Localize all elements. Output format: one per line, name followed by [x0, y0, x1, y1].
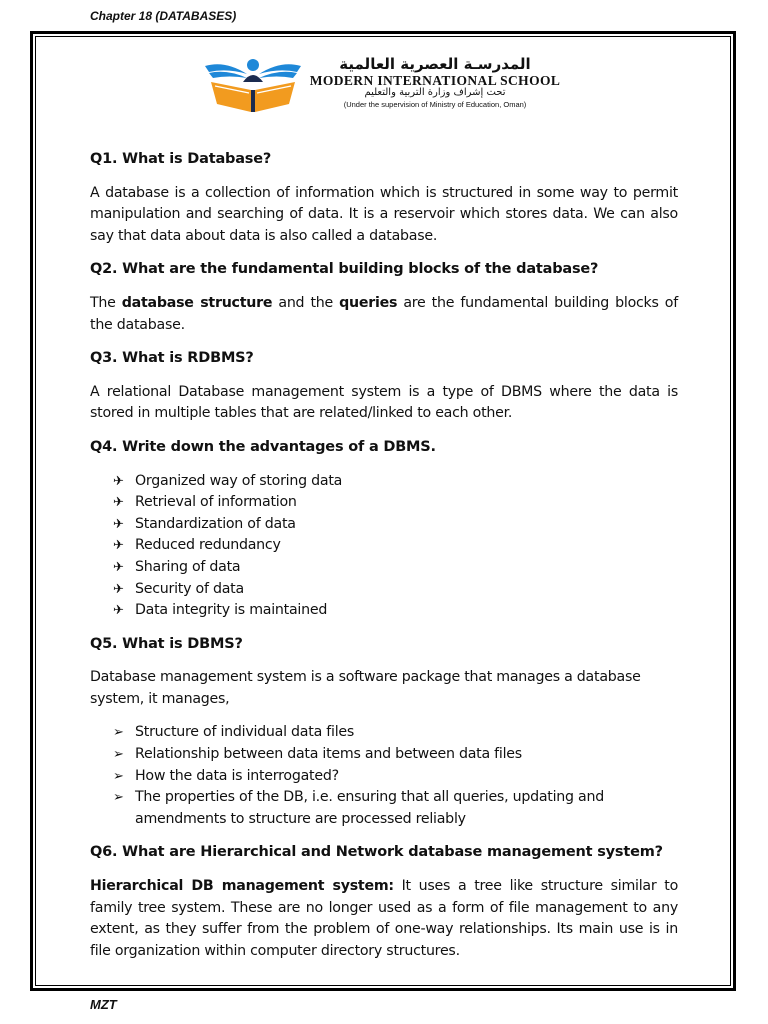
dbms-manages-list — [90, 722, 678, 830]
list-item-text: The properties of the DB, i.e. ensuring that all queries, updating and amendments to structure are processed reliably — [135, 789, 604, 827]
list-item — [90, 535, 678, 557]
list-item — [90, 744, 678, 766]
arrowhead-bullet-icon: ➢ — [113, 790, 124, 806]
list-item-text: Organized way of storing data — [135, 472, 343, 489]
answer-paragraph: A database is a collection of information which is structured in some way to permit manipulation and searching of data. It is a reservoir which stores data. We can also say that data about data is also called a database. — [90, 184, 678, 244]
answer-text: are the fundamental building blocks of the database. — [90, 294, 678, 333]
list-item — [90, 722, 678, 744]
list-item — [90, 579, 678, 601]
list-item — [90, 492, 678, 514]
list-item — [90, 557, 678, 579]
list-item-text: Sharing of data — [135, 558, 241, 575]
list-item-text: How the data is interrogated? — [135, 767, 339, 784]
airplane-bullet-icon: ✈ — [113, 538, 124, 554]
advantages-list — [90, 471, 678, 622]
running-footer: MZT — [90, 997, 117, 1012]
bold-term: database structure — [121, 294, 273, 311]
answer-paragraph: Database management system is a software package that manages a database system, it manages, — [90, 669, 641, 707]
school-logo — [203, 54, 573, 114]
question-heading: Q3. What is RDBMS? — [90, 350, 254, 367]
list-item-text: Data integrity is maintained — [135, 602, 328, 619]
list-item-text: Security of data — [135, 580, 244, 597]
supervision-arabic: تحت إشراف وزارة التربية والتعليم — [364, 87, 506, 98]
school-name-arabic: المدرسـة العصرية العالمية — [339, 55, 531, 73]
answer-paragraph — [90, 876, 678, 962]
airplane-bullet-icon: ✈ — [113, 581, 124, 597]
bold-term: queries — [339, 294, 398, 311]
list-item — [90, 787, 678, 830]
list-item-text: Structure of individual data files — [135, 724, 355, 741]
answer-text: and the — [272, 294, 340, 311]
answer-paragraph — [90, 293, 678, 336]
open-book-emblem-icon — [203, 54, 303, 114]
airplane-bullet-icon: ✈ — [113, 473, 124, 489]
question-heading: Q5. What is DBMS? — [90, 635, 243, 652]
airplane-bullet-icon: ✈ — [113, 495, 124, 511]
airplane-bullet-icon: ✈ — [113, 559, 124, 575]
list-item — [90, 471, 678, 493]
list-item — [90, 600, 678, 622]
arrowhead-bullet-icon: ➢ — [113, 768, 124, 784]
arrowhead-bullet-icon: ➢ — [113, 725, 124, 741]
school-name: MODERN INTERNATIONAL SCHOOL — [309, 73, 561, 88]
question-heading: Q1. What is Database? — [90, 151, 272, 167]
document-body — [90, 149, 678, 974]
arrowhead-bullet-icon: ➢ — [113, 747, 124, 763]
question-heading: Q4. Write down the advantages of a DBMS. — [90, 438, 436, 455]
list-item — [90, 766, 678, 788]
bold-term: Hierarchical DB management system: — [90, 878, 394, 895]
answer-paragraph: A relational Database management system is a type of DBMS where the data is stored in multiple tables that are related/linked to each other. — [90, 383, 678, 422]
list-item-text: Standardization of data — [135, 515, 296, 532]
list-item — [90, 514, 678, 536]
list-item-text: Relationship between data items and between data files — [135, 746, 522, 763]
answer-text: The — [90, 294, 122, 311]
list-item-text: Reduced redundancy — [135, 537, 281, 554]
airplane-bullet-icon: ✈ — [113, 516, 124, 532]
list-item-text: Retrieval of information — [135, 494, 297, 511]
airplane-bullet-icon: ✈ — [113, 603, 124, 619]
supervision-note: (Under the supervision of Ministry of Education, Oman) — [343, 100, 527, 109]
running-header: Chapter 18 (DATABASES) — [90, 9, 237, 23]
question-heading: Q6. What are Hierarchical and Network database management system? — [90, 844, 663, 861]
answer-text: It uses a tree like structure similar to family tree system. These are no longer used as a form of file management to any extent, as they suffer from the problem of one-way relationships. Its main use is in file organization within computer directory structures. — [90, 878, 678, 959]
question-heading: Q2. What are the fundamental building blocks of the database? — [90, 261, 599, 278]
